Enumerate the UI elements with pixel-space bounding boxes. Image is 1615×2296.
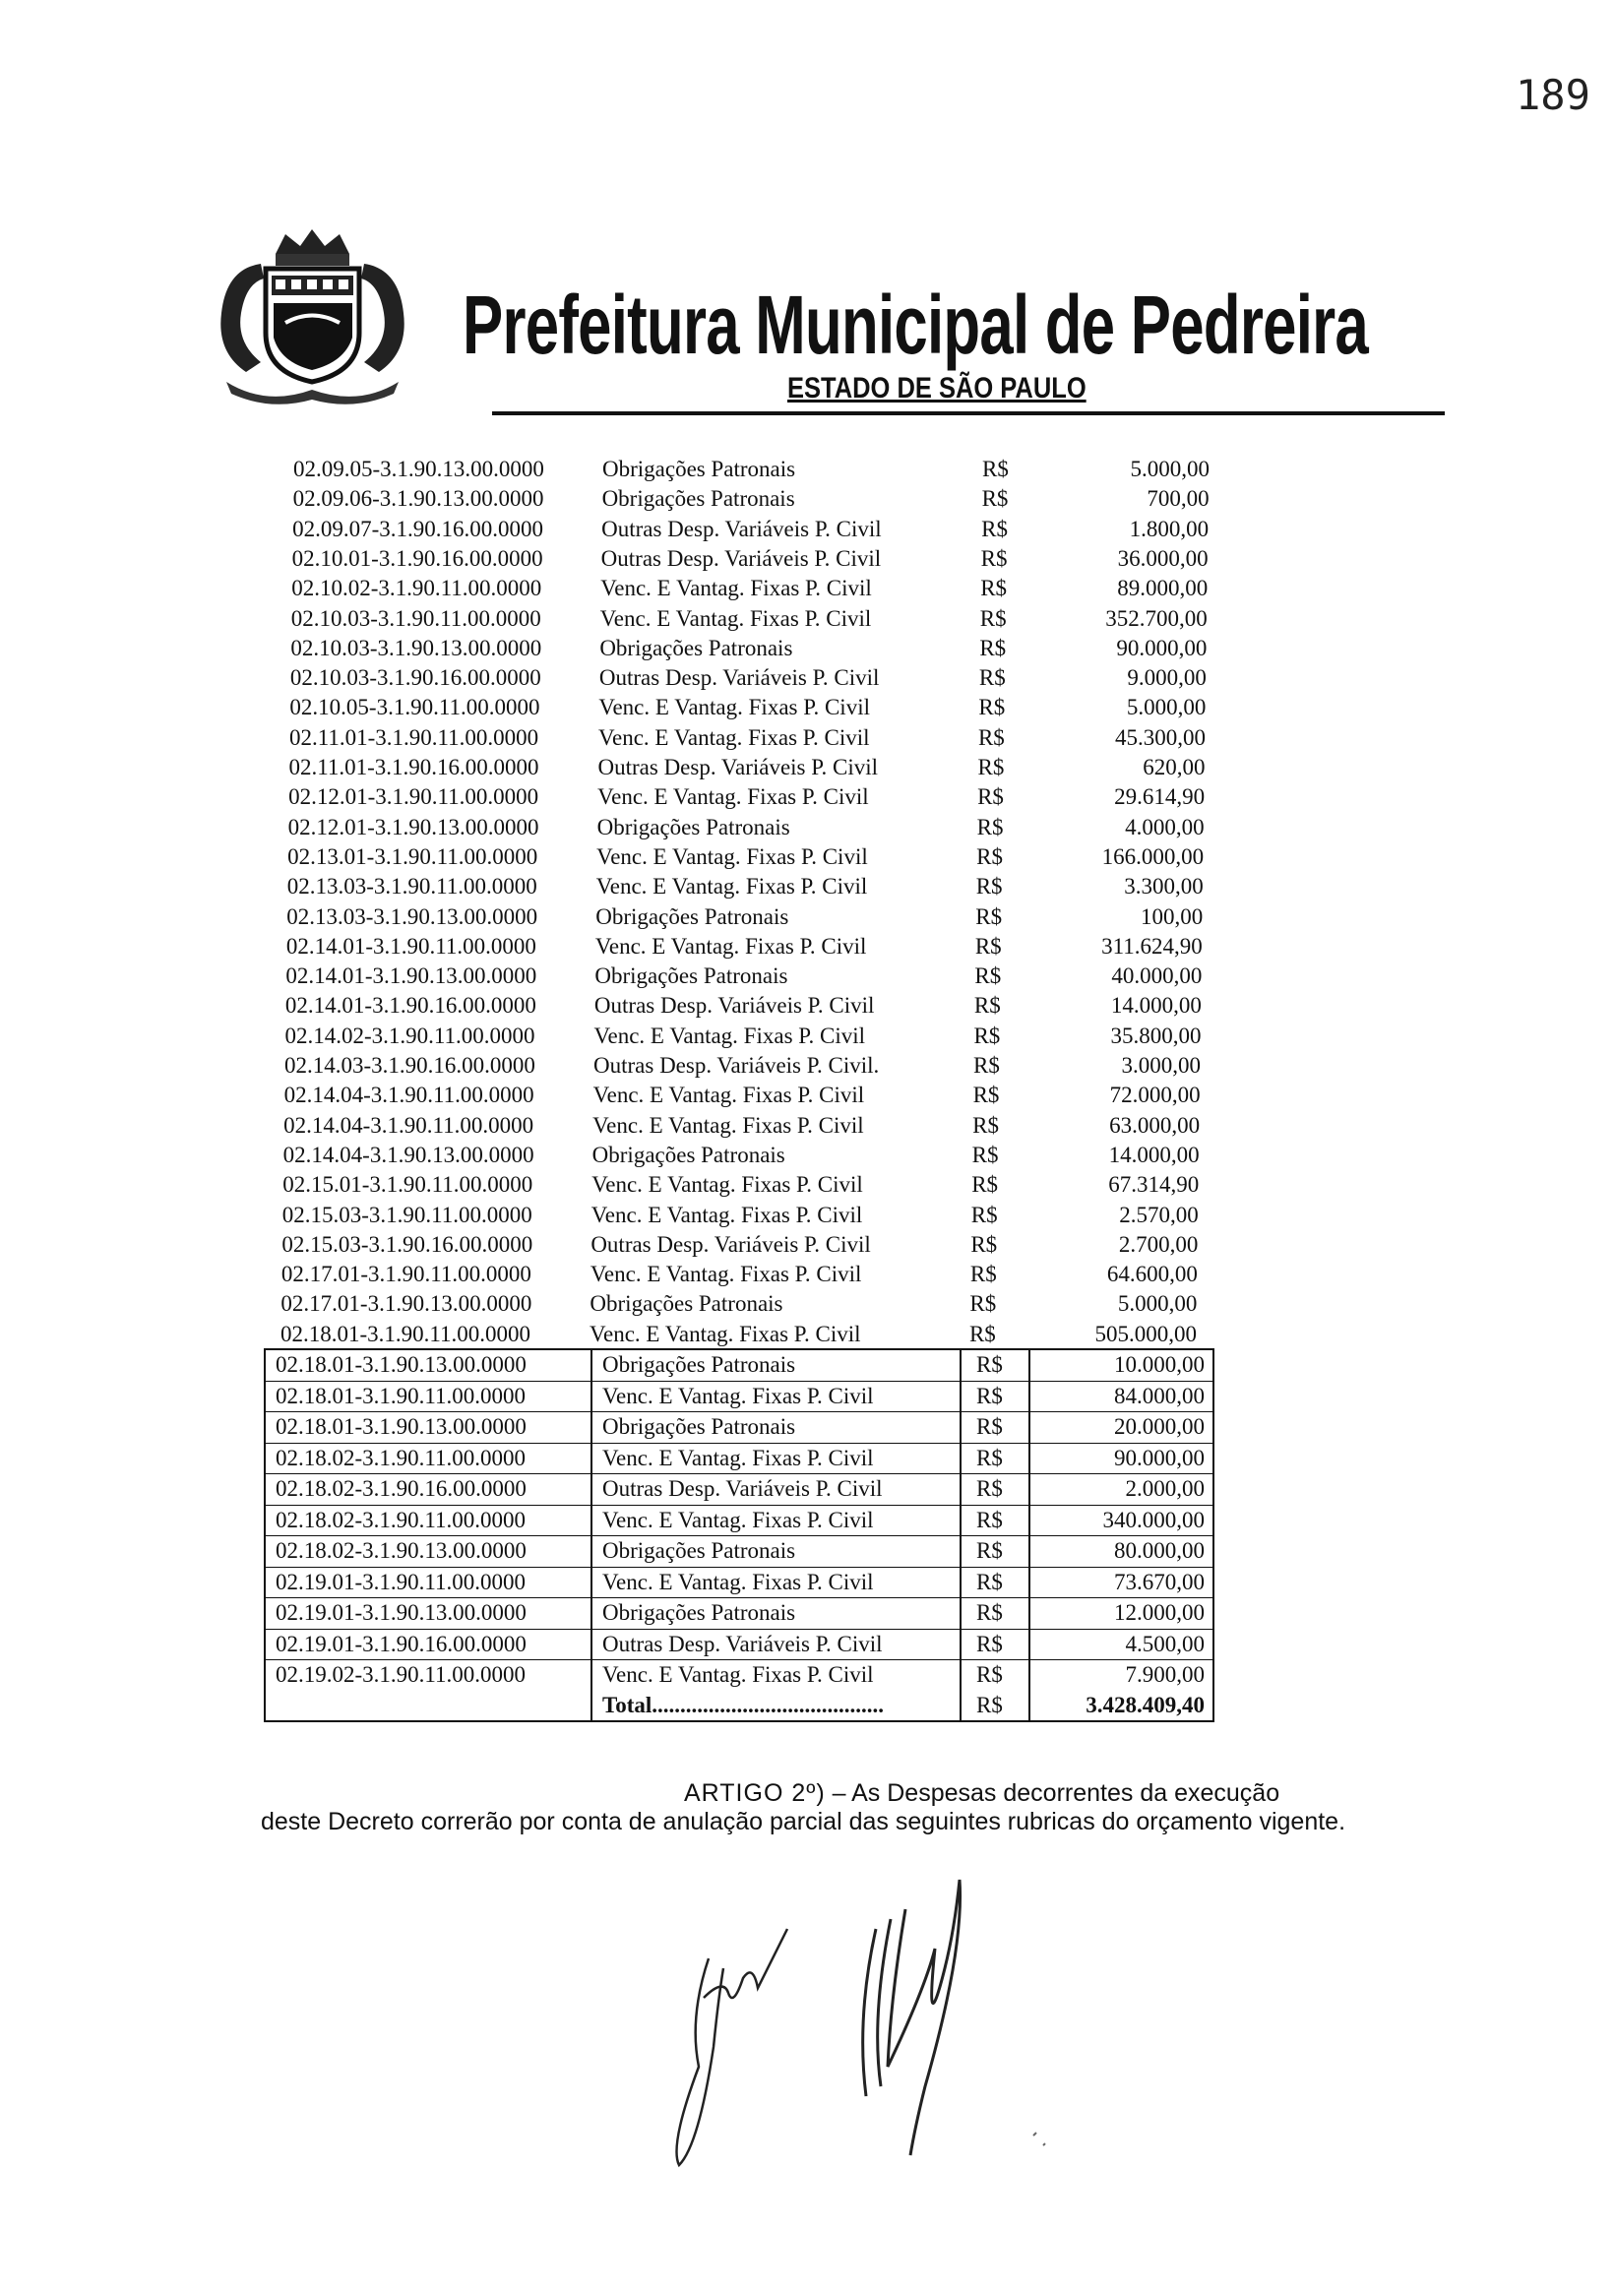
- item-code: 02.18.01-3.1.90.11.00.0000: [276, 1383, 527, 1408]
- item-currency: R$: [976, 1662, 1003, 1687]
- item-currency: R$: [973, 993, 1001, 1019]
- item-description: Venc. E Vantag. Fixas P. Civil: [591, 1172, 863, 1198]
- item-currency: R$: [979, 635, 1007, 660]
- item-value: 100,00: [1141, 903, 1204, 929]
- item-description: Obrigações Patronais: [599, 635, 793, 660]
- item-code: 02.14.03-3.1.90.16.00.0000: [284, 1053, 535, 1078]
- item-currency: R$: [982, 457, 1009, 481]
- budget-item-row: [0, 663, 1612, 693]
- item-description: Venc. E Vantag. Fixas P. Civil: [599, 605, 872, 631]
- item-description: Obrigações Patronais: [601, 486, 795, 512]
- item-code: 02.15.01-3.1.90.11.00.0000: [282, 1172, 533, 1198]
- item-value: 2.570,00: [1119, 1202, 1199, 1227]
- item-code: 02.18.02-3.1.90.11.00.0000: [276, 1507, 527, 1532]
- item-code: 02.17.01-3.1.90.13.00.0000: [280, 1291, 532, 1317]
- item-code: 02.12.01-3.1.90.13.00.0000: [287, 814, 539, 839]
- item-value: 80.000,00: [1114, 1538, 1205, 1563]
- item-currency: R$: [976, 1600, 1003, 1625]
- item-code: 02.14.04-3.1.90.11.00.0000: [283, 1112, 534, 1138]
- item-description: Venc. E Vantag. Fixas P. Civil: [589, 1321, 861, 1346]
- item-code: 02.15.03-3.1.90.16.00.0000: [281, 1231, 533, 1257]
- budget-item-row: [0, 1022, 1606, 1051]
- item-value: 20.000,00: [1114, 1414, 1205, 1439]
- item-currency: R$: [971, 1142, 999, 1167]
- item-currency: R$: [976, 1631, 1003, 1656]
- item-code: 02.14.02-3.1.90.11.00.0000: [284, 1023, 535, 1048]
- item-code: 02.12.01-3.1.90.11.00.0000: [288, 784, 539, 810]
- item-currency: R$: [971, 1172, 999, 1198]
- item-value: 40.000,00: [1111, 963, 1203, 989]
- item-code: 02.10.03-3.1.90.11.00.0000: [290, 605, 541, 631]
- handwritten-signatures: [630, 1870, 1240, 2195]
- item-currency: R$: [972, 1083, 1000, 1108]
- item-code: 02.09.05-3.1.90.13.00.0000: [293, 457, 544, 481]
- item-currency: R$: [976, 1507, 1003, 1532]
- item-description: Venc. E Vantag. Fixas P. Civil: [600, 576, 872, 601]
- item-value: 90.000,00: [1114, 1445, 1205, 1470]
- item-value: 352.700,00: [1105, 605, 1208, 631]
- item-value: 700,00: [1147, 486, 1210, 512]
- item-code: 02.19.02-3.1.90.11.00.0000: [276, 1662, 527, 1687]
- budget-item-row: [266, 1598, 1212, 1630]
- budget-item-row: [0, 842, 1609, 872]
- item-currency: R$: [974, 963, 1002, 989]
- item-currency: R$: [976, 1569, 1003, 1594]
- item-code: 02.18.02-3.1.90.13.00.0000: [276, 1538, 527, 1563]
- item-description: Venc. E Vantag. Fixas P. Civil: [592, 1083, 865, 1108]
- page-number: 189: [1516, 71, 1590, 119]
- item-description: Venc. E Vantag. Fixas P. Civil: [590, 1202, 863, 1227]
- item-value: 9.000,00: [1127, 665, 1207, 691]
- item-currency: R$: [976, 1476, 1003, 1501]
- item-code: 02.18.01-3.1.90.13.00.0000: [276, 1414, 527, 1439]
- item-code: 02.18.02-3.1.90.16.00.0000: [276, 1476, 527, 1501]
- header-rule: [492, 411, 1445, 415]
- item-description: Obrigações Patronais: [596, 814, 790, 839]
- item-description: Venc. E Vantag. Fixas P. Civil: [602, 1662, 874, 1687]
- item-description: Venc. E Vantag. Fixas P. Civil: [592, 1112, 864, 1138]
- item-code: 02.13.01-3.1.90.11.00.0000: [287, 843, 538, 869]
- item-description: Venc. E Vantag. Fixas P. Civil: [593, 1023, 866, 1048]
- item-currency: R$: [976, 1445, 1003, 1470]
- budget-item-row: [0, 1230, 1603, 1260]
- budget-item-row: [0, 484, 1615, 514]
- item-currency: R$: [973, 1023, 1001, 1048]
- item-currency: R$: [970, 1231, 998, 1257]
- item-value: 166.000,00: [1101, 843, 1205, 869]
- item-currency: R$: [975, 874, 1003, 900]
- item-code: 02.09.06-3.1.90.13.00.0000: [292, 486, 544, 512]
- item-value: 64.600,00: [1106, 1262, 1198, 1287]
- budget-item-row: [266, 1568, 1212, 1599]
- budget-item-row: [0, 693, 1611, 722]
- item-description: Outras Desp. Variáveis P. Civil: [598, 665, 880, 691]
- budget-item-row: [0, 604, 1613, 634]
- item-value: 45.300,00: [1114, 724, 1206, 750]
- item-description: Outras Desp. Variáveis P. Civil.: [593, 1053, 880, 1078]
- item-value: 90.000,00: [1116, 635, 1208, 660]
- item-value: 505.000,00: [1094, 1321, 1197, 1346]
- item-code: 02.13.03-3.1.90.11.00.0000: [286, 874, 537, 900]
- item-value: 3.000,00: [1121, 1053, 1201, 1078]
- item-description: Outras Desp. Variáveis P. Civil: [593, 993, 875, 1019]
- item-currency: R$: [977, 724, 1005, 750]
- budget-item-row: [0, 455, 1615, 484]
- budget-item-row: [0, 1141, 1605, 1170]
- item-value: 73.670,00: [1114, 1569, 1205, 1594]
- article-text-first: – As Despesas decorrentes da execução: [825, 1779, 1280, 1807]
- item-description: Obrigações Patronais: [594, 963, 788, 989]
- item-currency: R$: [973, 1053, 1000, 1078]
- budget-item-row: [0, 962, 1607, 991]
- item-value: 2.700,00: [1118, 1231, 1199, 1257]
- item-description: Obrigações Patronais: [590, 1291, 783, 1317]
- budget-item-row: [266, 1382, 1212, 1413]
- item-value: 67.314,90: [1108, 1172, 1200, 1198]
- budget-item-row: [0, 991, 1607, 1021]
- municipal-coat-of-arms-logo: [207, 224, 418, 406]
- item-currency: R$: [976, 1383, 1003, 1408]
- item-value: 340.000,00: [1102, 1507, 1205, 1532]
- budget-item-row: [0, 1289, 1602, 1319]
- item-code: 02.14.01-3.1.90.11.00.0000: [285, 933, 536, 959]
- item-description: Obrigações Patronais: [591, 1142, 785, 1167]
- item-code: 02.14.04-3.1.90.13.00.0000: [282, 1142, 534, 1167]
- budget-item-row: [266, 1506, 1212, 1537]
- budget-item-row: [0, 1081, 1606, 1110]
- municipality-title: Prefeitura Municipal de Pedreira: [463, 279, 1369, 371]
- item-description: Venc. E Vantag. Fixas P. Civil: [598, 695, 870, 720]
- item-description: Obrigações Patronais: [602, 1538, 796, 1563]
- item-code: 02.11.01-3.1.90.11.00.0000: [288, 724, 539, 750]
- budget-item-row: [0, 753, 1611, 782]
- item-description: Venc. E Vantag. Fixas P. Civil: [597, 784, 869, 810]
- total-row: [266, 1691, 1212, 1721]
- item-description: Venc. E Vantag. Fixas P. Civil: [594, 933, 867, 959]
- total-currency: R$: [976, 1692, 1003, 1717]
- item-description: Obrigações Patronais: [602, 1414, 796, 1439]
- item-value: 84.000,00: [1114, 1383, 1205, 1408]
- item-code: 02.19.01-3.1.90.16.00.0000: [276, 1631, 527, 1656]
- item-currency: R$: [972, 1112, 999, 1138]
- budget-item-row: [0, 932, 1608, 962]
- item-value: 36.000,00: [1117, 545, 1209, 571]
- budget-item-row: [0, 574, 1613, 603]
- item-code: 02.09.07-3.1.90.16.00.0000: [292, 516, 544, 541]
- item-currency: R$: [978, 665, 1006, 691]
- item-description: Obrigações Patronais: [595, 903, 789, 929]
- budget-item-row: [0, 1201, 1604, 1230]
- item-description: Venc. E Vantag. Fixas P. Civil: [595, 874, 868, 900]
- total-label: Total.........................................: [602, 1692, 885, 1717]
- item-code: 02.18.01-3.1.90.11.00.0000: [280, 1321, 531, 1346]
- item-description: Venc. E Vantag. Fixas P. Civil: [590, 1262, 862, 1287]
- budget-items-table: [264, 1348, 1214, 1722]
- item-description: Venc. E Vantag. Fixas P. Civil: [597, 724, 870, 750]
- item-value: 7.900,00: [1125, 1662, 1205, 1687]
- item-value: 10.000,00: [1114, 1352, 1205, 1377]
- item-currency: R$: [970, 1202, 998, 1227]
- item-code: 02.14.01-3.1.90.13.00.0000: [285, 963, 537, 989]
- item-description: Obrigações Patronais: [602, 1600, 796, 1625]
- item-value: 3.300,00: [1124, 874, 1204, 900]
- item-code: 02.11.01-3.1.90.16.00.0000: [288, 755, 539, 779]
- budget-item-row: [0, 515, 1614, 544]
- item-code: 02.18.01-3.1.90.13.00.0000: [276, 1352, 527, 1377]
- item-description: Obrigações Patronais: [602, 1352, 796, 1377]
- budget-item-row: [0, 902, 1608, 932]
- item-currency: R$: [976, 814, 1004, 839]
- item-description: Venc. E Vantag. Fixas P. Civil: [596, 843, 868, 869]
- item-code: 02.10.01-3.1.90.16.00.0000: [291, 545, 543, 571]
- item-value: 89.000,00: [1117, 576, 1209, 601]
- budget-item-row: [266, 1444, 1212, 1475]
- budget-item-row: [0, 723, 1611, 753]
- item-currency: R$: [975, 903, 1003, 929]
- item-description: Venc. E Vantag. Fixas P. Civil: [602, 1507, 874, 1532]
- item-currency: R$: [968, 1321, 996, 1346]
- budget-item-row: [266, 1350, 1212, 1382]
- item-value: 35.800,00: [1110, 1023, 1202, 1048]
- item-currency: R$: [976, 1414, 1003, 1439]
- budget-item-row: [0, 1260, 1603, 1289]
- item-currency: R$: [979, 605, 1007, 631]
- item-value: 2.000,00: [1125, 1476, 1205, 1501]
- item-code: 02.10.05-3.1.90.11.00.0000: [289, 695, 540, 720]
- item-description: Venc. E Vantag. Fixas P. Civil: [602, 1383, 874, 1408]
- budget-item-row: [266, 1412, 1212, 1444]
- item-value: 14.000,00: [1108, 1142, 1200, 1167]
- item-value: 72.000,00: [1109, 1083, 1201, 1108]
- item-currency: R$: [980, 576, 1008, 601]
- article-text-rest: deste Decreto correrão por conta de anulação parcial das seguintes rubricas do orçamento vigente.: [261, 1808, 1346, 1835]
- item-value: 5.000,00: [1130, 457, 1210, 481]
- item-description: Outras Desp. Variáveis P. Civil: [602, 1631, 883, 1656]
- item-code: 02.10.03-3.1.90.16.00.0000: [289, 665, 541, 691]
- budget-item-row: [0, 782, 1610, 812]
- item-currency: R$: [977, 784, 1004, 810]
- budget-item-row: [266, 1536, 1212, 1568]
- budget-item-row: [0, 544, 1614, 574]
- item-code: 02.10.02-3.1.90.11.00.0000: [291, 576, 542, 601]
- item-code: 02.10.03-3.1.90.13.00.0000: [290, 635, 542, 660]
- item-description: Obrigações Patronais: [602, 457, 796, 481]
- budget-item-row: [0, 872, 1609, 901]
- budget-item-row: [0, 1111, 1605, 1141]
- item-code: 02.15.03-3.1.90.11.00.0000: [281, 1202, 532, 1227]
- item-description: Outras Desp. Variáveis P. Civil: [600, 545, 882, 571]
- item-currency: R$: [976, 1538, 1003, 1563]
- item-code: 02.19.01-3.1.90.11.00.0000: [276, 1569, 527, 1594]
- budget-item-row: [266, 1630, 1212, 1661]
- budget-item-row: [266, 1474, 1212, 1506]
- item-code: 02.17.01-3.1.90.11.00.0000: [280, 1262, 531, 1287]
- item-description: Outras Desp. Variáveis P. Civil: [597, 755, 879, 779]
- budget-item-row: [0, 1051, 1606, 1081]
- item-description: Outras Desp. Variáveis P. Civil: [602, 1476, 883, 1501]
- item-value: 620,00: [1143, 755, 1206, 779]
- item-description: Venc. E Vantag. Fixas P. Civil: [602, 1569, 874, 1594]
- article-2-paragraph: [261, 1779, 1348, 1836]
- total-value: 3.428.409,40: [1086, 1692, 1205, 1717]
- item-value: 4.000,00: [1125, 814, 1205, 839]
- item-code: 02.14.04-3.1.90.11.00.0000: [283, 1083, 534, 1108]
- item-value: 5.000,00: [1126, 695, 1207, 720]
- item-value: 311.624,90: [1101, 933, 1203, 959]
- item-currency: R$: [969, 1262, 997, 1287]
- item-currency: R$: [974, 933, 1002, 959]
- item-value: 1.800,00: [1129, 516, 1210, 541]
- item-value: 4.500,00: [1125, 1631, 1205, 1656]
- budget-item-row: [0, 1170, 1604, 1200]
- item-currency: R$: [981, 516, 1008, 541]
- item-currency: R$: [981, 486, 1009, 512]
- budget-item-row: [266, 1660, 1212, 1691]
- state-subtitle: ESTADO DE SÃO PAULO: [787, 372, 1087, 404]
- item-code: 02.13.03-3.1.90.13.00.0000: [286, 903, 538, 929]
- item-currency: R$: [969, 1291, 997, 1317]
- item-value: 5.000,00: [1117, 1291, 1198, 1317]
- item-currency: R$: [980, 545, 1008, 571]
- item-value: 14.000,00: [1110, 993, 1202, 1019]
- item-value: 12.000,00: [1114, 1600, 1205, 1625]
- item-currency: R$: [977, 755, 1005, 779]
- budget-item-row: [0, 813, 1610, 842]
- item-currency: R$: [976, 843, 1003, 869]
- item-code: 02.19.01-3.1.90.13.00.0000: [276, 1600, 527, 1625]
- item-description: Outras Desp. Variáveis P. Civil: [590, 1231, 871, 1257]
- item-value: 63.000,00: [1109, 1112, 1201, 1138]
- budget-item-row: [0, 1320, 1602, 1349]
- item-description: Venc. E Vantag. Fixas P. Civil: [602, 1445, 874, 1470]
- item-code: 02.18.02-3.1.90.11.00.0000: [276, 1445, 527, 1470]
- item-description: Outras Desp. Variáveis P. Civil: [601, 516, 882, 541]
- article-label: ARTIGO 2º): [684, 1779, 826, 1807]
- budget-item-row: [0, 634, 1612, 663]
- item-code: 02.14.01-3.1.90.16.00.0000: [284, 993, 536, 1019]
- item-currency: R$: [976, 1352, 1003, 1377]
- item-currency: R$: [978, 695, 1006, 720]
- item-value: 29.614,90: [1114, 784, 1206, 810]
